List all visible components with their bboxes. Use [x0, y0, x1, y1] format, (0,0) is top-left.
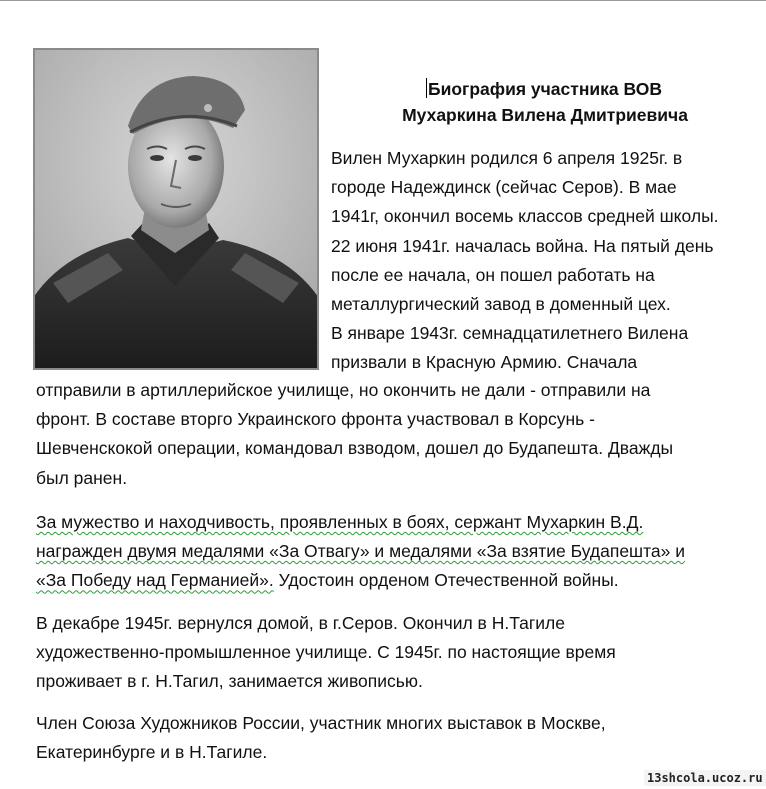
- text-line: металлургический завод в доменный цех.: [331, 294, 671, 315]
- text-line: после ее начала, он пошел работать на: [331, 264, 655, 285]
- spellcheck-phrase: «За Победу над Германией».: [36, 570, 274, 591]
- paragraph-4-artist[interactable]: [36, 709, 752, 767]
- text-line: призвали в Красную Армию. Сначала: [331, 352, 638, 373]
- text-line: Член Союза Художников России, участник многих выставок в Москве,: [36, 713, 606, 733]
- title-line-2: Мухаркина Вилена Дмитриевича: [402, 105, 688, 125]
- soldier-portrait-image: [33, 48, 319, 370]
- text-line-spellcheck: награжден двумя медалями «За Отвагу» и медалями «За взятие Будапешта» и: [36, 541, 686, 562]
- document-title: [330, 76, 760, 128]
- text-line: был ранен.: [36, 467, 128, 488]
- paragraph-2-awards[interactable]: [36, 508, 752, 596]
- text-line: В декабре 1945г. вернулся домой, в г.Серов. Окончил в Н.Тагиле: [36, 613, 565, 633]
- text-line: художественно-промышленное училище. С 1945г. по настоящие время: [36, 642, 616, 663]
- text-line: городе Надеждинск (сейчас Серов). В мае: [331, 177, 677, 198]
- portrait-photo: [33, 48, 319, 370]
- text-line: проживает в г. Н.Тагил, занимается живописью.: [36, 671, 423, 692]
- text-line: фронт. В составе вторго Украинского фронта участвовал в Корсунь -: [36, 409, 595, 430]
- page-top-rule: [0, 0, 766, 1]
- text-line: 22 июня 1941г. началась война. На пятый день: [331, 235, 714, 256]
- paragraph-3-after-war[interactable]: [36, 609, 752, 697]
- paragraph-1-continued[interactable]: [36, 376, 752, 493]
- title-line-1: Биография участника ВОВ: [428, 79, 662, 99]
- text-line: В январе 1943г. семнадцатилетнего Вилена: [331, 323, 689, 344]
- text-line-spellcheck: За мужество и находчивость, проявленных в боях, сержант Мухаркин В.Д.: [36, 512, 644, 532]
- text-line: Вилен Мухаркин родился 6 апреля 1925г. в: [331, 148, 683, 168]
- text-cursor: [426, 78, 427, 98]
- paragraph-1-beside-photo[interactable]: [331, 144, 763, 378]
- text-line: отправили в артиллерийское училище, но окончить не дали - отправили на: [36, 380, 651, 400]
- text-line: Екатеринбурге и в Н.Тагиле.: [36, 742, 268, 763]
- text-line: [36, 566, 752, 595]
- text-line: Шевченскокой операции, командовал взводом, дошел до Будапешта. Дважды: [36, 438, 674, 459]
- text-line: 1941г, окончил восемь классов средней школы.: [331, 206, 719, 227]
- text-fragment: Удостоин орденом Отечественной войны.: [273, 570, 619, 591]
- site-watermark: 13shcola.ucoz.ru: [644, 770, 766, 786]
